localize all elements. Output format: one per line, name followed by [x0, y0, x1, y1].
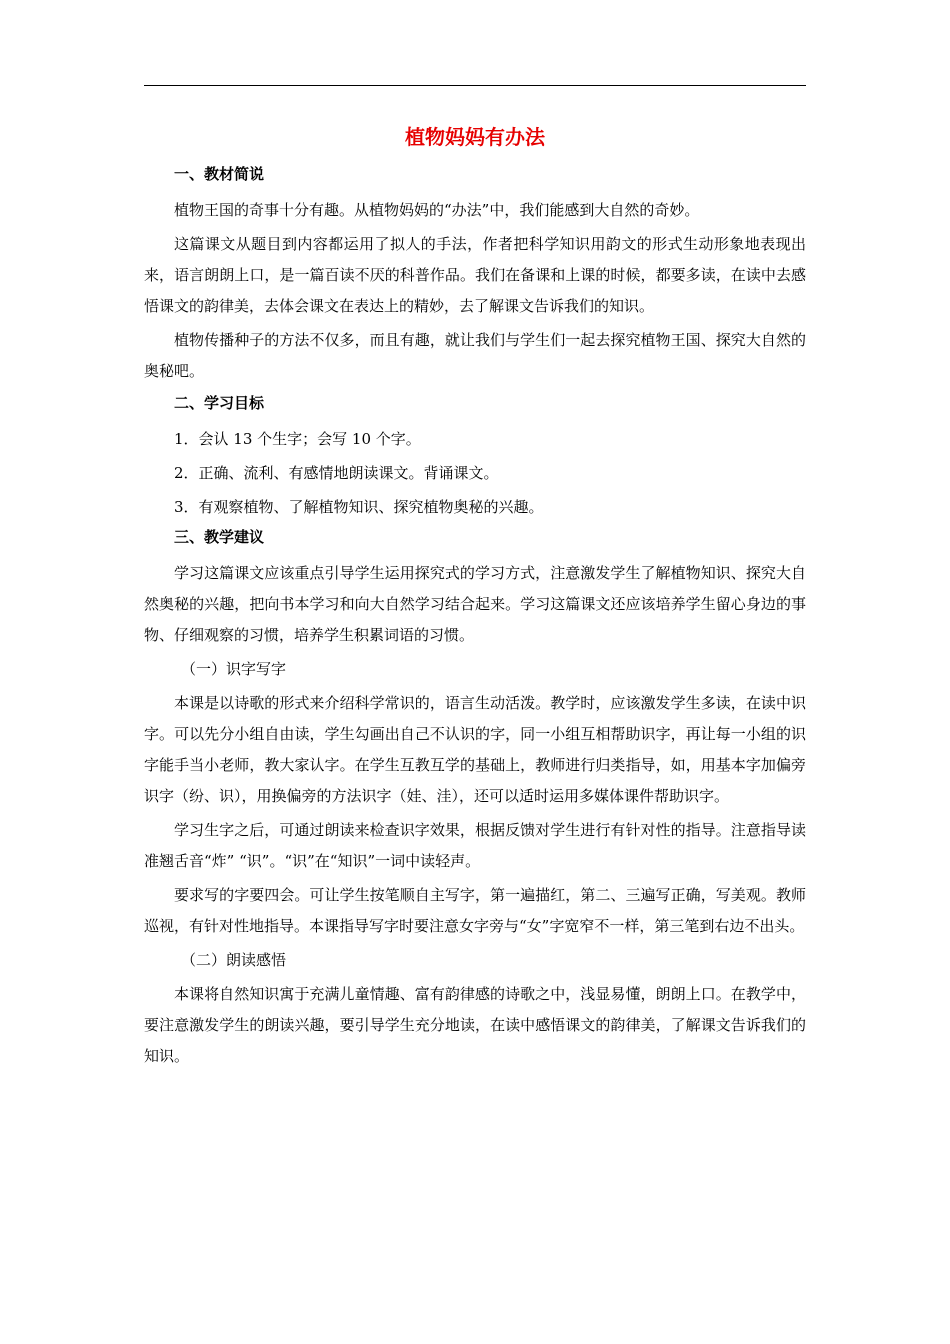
paragraph: 学习生字之后，可通过朗读来检查识字效果，根据反馈对学生进行有针对性的指导。注意指导读准翘舌音“炸” “识”。“识”在“知识”一词中读轻声。 [144, 821, 806, 870]
goal-item: 3．有观察植物、了解植物知识、探究植物奥秘的兴趣。 [174, 498, 544, 516]
paragraph: 本课是以诗歌的形式来介绍科学常识的，语言生动活泼。教学时，应该激发学生多读，在读中识字。可以先分小组自由读，学生勾画出自己不认识的字，同一小组互相帮助识字，再让每一小组的识字能手当小老师，教大家认字。在学生互教互学的基础上，教师进行归类指导，如，用基本字加偏旁识字（纷、识），用换偏旁的方法识字（娃、洼），还可以适时运用多媒体课件帮助识字。 [144, 694, 806, 805]
section-heading-suggestions: 三、教学建议 [174, 528, 265, 546]
goal-item: 2．正确、流利、有感情地朗读课文。背诵课文。 [174, 464, 499, 482]
document-title: 植物妈妈有办法 [405, 125, 545, 149]
paragraph: 植物王国的奇事十分有趣。从植物妈妈的“办法”中，我们能感到大自然的奇妙。 [174, 201, 700, 219]
paragraph: 本课将自然知识寓于充满儿童情趣、富有韵律感的诗歌之中，浅显易懂，朗朗上口。在教学中，要注意激发学生的朗读兴趣，要引导学生充分地读，在读中感悟课文的韵律美，了解课文告诉我们的知识。 [144, 985, 806, 1065]
section-heading-materials: 一、教材简说 [174, 165, 265, 183]
paragraph: 植物传播种子的方法不仅多，而且有趣，就让我们与学生们一起去探究植物王国、探究大自然的奥秘吧。 [144, 331, 806, 380]
subsection-heading-literacy: （一）识字写字 [181, 660, 287, 678]
paragraph: 学习这篇课文应该重点引导学生运用探究式的学习方式，注意激发学生了解植物知识、探究大自然奥秘的兴趣，把向书本学习和向大自然学习结合起来。学习这篇课文还应该培养学生留心身边的事物、仔细观察的习惯，培养学生积累词语的习惯。 [144, 564, 806, 644]
subsection-heading-reading: （二）朗读感悟 [181, 951, 287, 969]
section-heading-goals: 二、学习目标 [174, 394, 265, 412]
header-rule [144, 85, 806, 86]
paragraph: 要求写的字要四会。可让学生按笔顺自主写字，第一遍描红，第二、三遍写正确，写美观。教师巡视，有针对性地指导。本课指导写字时要注意女字旁与“女”字宽窄不一样，第三笔到右边不出头。 [144, 886, 806, 935]
document-body [144, 164, 806, 1075]
goal-item: 1．会认 13 个生字；会写 10 个字。 [174, 430, 421, 448]
paragraph: 这篇课文从题目到内容都运用了拟人的手法，作者把科学知识用韵文的形式生动形象地表现出来，语言朗朗上口，是一篇百读不厌的科普作品。我们在备课和上课的时候，都要多读，在读中去感悟课文的韵律美，去体会课文在表达上的精妙，去了解课文告诉我们的知识。 [144, 235, 806, 315]
